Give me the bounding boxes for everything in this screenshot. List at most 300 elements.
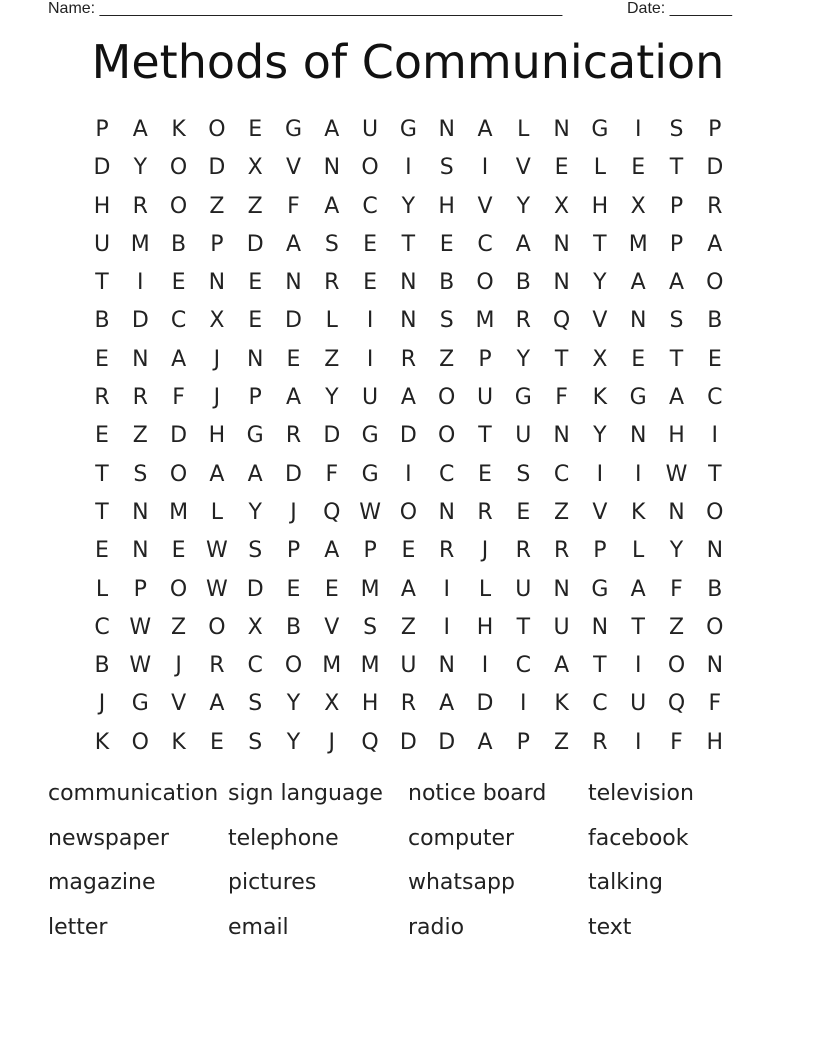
grid-letter: M — [360, 576, 380, 602]
grid-letter: R — [209, 653, 225, 679]
grid-letter: E — [209, 729, 224, 755]
grid-letter: D — [399, 729, 417, 755]
grid-letter: P — [363, 538, 377, 564]
grid-letter: R — [400, 346, 417, 372]
grid-letter: Y — [401, 193, 416, 219]
grid-letter: A — [668, 270, 685, 296]
grid-letter: B — [94, 653, 110, 679]
grid-letter: S — [516, 461, 531, 487]
grid-letter: O — [706, 270, 724, 296]
grid-letter: A — [477, 729, 493, 755]
grid-letter: W — [206, 538, 228, 564]
grid-letter: I — [634, 461, 642, 487]
grid-letter: B — [439, 270, 455, 296]
grid-letter: S — [439, 155, 454, 181]
grid-letter: Z — [132, 423, 148, 449]
grid-letter: A — [439, 691, 455, 717]
grid-letter: G — [361, 423, 379, 449]
grid-letter: Z — [439, 346, 455, 372]
grid-row — [83, 341, 733, 379]
grid-letter: C — [707, 385, 723, 411]
grid-letter: N — [553, 270, 570, 296]
grid-letter: X — [592, 346, 608, 372]
grid-letter: D — [323, 423, 341, 449]
grid-letter: L — [632, 538, 645, 564]
grid-letter: T — [554, 346, 569, 372]
grid-letter: I — [443, 614, 450, 640]
grid-letter: G — [591, 117, 609, 142]
grid-letter: C — [515, 653, 531, 679]
grid-letter: K — [554, 691, 569, 717]
grid-letter: L — [517, 117, 530, 142]
grid-letter: A — [171, 346, 187, 372]
grid-letter: N — [208, 270, 226, 296]
grid-letter: E — [95, 423, 109, 449]
grid-letter: D — [476, 691, 494, 717]
grid-letter: X — [209, 308, 225, 334]
grid-letter: N — [246, 346, 264, 372]
grid-letter: A — [400, 576, 416, 602]
grid-letter: K — [171, 729, 186, 755]
grid-letter: D — [285, 308, 302, 334]
grid-letter: D — [93, 155, 111, 181]
grid-letter: Y — [286, 729, 301, 755]
word-bank-item: whatsapp — [408, 870, 515, 896]
grid-letter: V — [477, 193, 493, 219]
grid-letter: G — [284, 117, 303, 142]
grid-letter: I — [596, 461, 604, 487]
grid-letter: N — [629, 423, 647, 449]
grid-row — [83, 685, 733, 723]
grid-letter: N — [553, 117, 570, 142]
word-bank-item: television — [588, 781, 694, 806]
grid-letter: N — [668, 499, 685, 525]
grid-letter: Z — [400, 614, 416, 640]
grid-letter: M — [360, 653, 380, 679]
grid-letter: O — [438, 423, 456, 449]
grid-letter: B — [285, 614, 302, 640]
grid-letter: F — [172, 385, 185, 411]
grid-letter: T — [669, 155, 684, 181]
grid-letter: C — [170, 308, 187, 334]
grid-row — [83, 724, 733, 762]
grid-letter: T — [95, 499, 109, 525]
header-line — [48, 0, 748, 20]
grid-letter: M — [628, 231, 648, 257]
word-bank-item: computer — [408, 825, 515, 851]
grid-letter: M — [169, 499, 189, 525]
grid-letter: O — [667, 653, 686, 679]
grid-letter: H — [93, 193, 111, 219]
grid-letter: E — [324, 576, 339, 602]
grid-letter: Z — [209, 193, 225, 219]
grid-letter: X — [554, 193, 570, 219]
grid-letter: P — [669, 231, 684, 257]
grid-letter: N — [438, 499, 455, 525]
grid-letter: W — [665, 461, 688, 487]
grid-letter: O — [361, 155, 379, 181]
grid-letter: S — [248, 538, 263, 564]
grid-letter: U — [93, 231, 111, 257]
grid-letter: O — [284, 653, 303, 679]
grid-letter: C — [94, 614, 110, 640]
word-bank-item: facebook — [588, 825, 689, 851]
grid-letter: Z — [668, 614, 685, 640]
grid-letter: J — [481, 538, 489, 564]
grid-letter: N — [400, 308, 417, 334]
grid-letter: M — [475, 308, 495, 334]
grid-letter: R — [94, 385, 110, 411]
grid-letter: I — [405, 461, 412, 487]
grid-letter: Z — [554, 729, 570, 755]
grid-letter: L — [593, 155, 607, 181]
word-bank-item: pictures — [228, 870, 317, 896]
grid-row — [83, 149, 733, 187]
grid-letter: Y — [133, 155, 148, 181]
grid-letter: H — [591, 193, 609, 219]
grid-letter: F — [708, 691, 722, 717]
grid-letter: P — [516, 729, 530, 755]
grid-letter: O — [399, 499, 418, 525]
grid-letter: A — [477, 117, 493, 142]
grid-letter: F — [555, 385, 568, 411]
grid-letter: E — [363, 231, 378, 257]
grid-letter: T — [95, 270, 109, 296]
word-bank-item: email — [228, 915, 289, 941]
grid-letter: A — [400, 385, 416, 411]
grid-letter: E — [248, 270, 263, 296]
grid-letter: U — [630, 691, 647, 717]
grid-letter: I — [634, 729, 642, 755]
grid-letter: P — [708, 117, 722, 142]
grid-letter: Y — [593, 423, 607, 449]
grid-letter: F — [287, 193, 300, 219]
grid-letter: G — [131, 691, 149, 717]
grid-letter: Y — [516, 346, 531, 372]
grid-letter: E — [286, 576, 301, 602]
grid-letter: I — [137, 270, 144, 296]
grid-letter: F — [670, 576, 683, 602]
grid-letter: L — [95, 576, 109, 602]
grid-letter: A — [515, 231, 531, 257]
grid-letter: R — [592, 729, 608, 755]
grid-letter: N — [323, 155, 341, 181]
grid-letter: R — [515, 308, 531, 334]
grid-letter: P — [593, 538, 607, 564]
grid-letter: U — [362, 117, 379, 142]
grid-letter: I — [711, 423, 719, 449]
grid-letter: A — [668, 385, 685, 411]
grid-letter: V — [324, 614, 340, 640]
grid-letter: A — [630, 270, 646, 296]
word-search-grid — [83, 111, 733, 762]
grid-letter: S — [669, 308, 684, 334]
grid-letter: T — [593, 653, 607, 679]
grid-letter: R — [400, 691, 417, 717]
grid-letter: R — [324, 270, 340, 296]
grid-letter: I — [443, 576, 450, 602]
grid-row — [83, 571, 733, 609]
grid-row — [83, 417, 733, 455]
grid-letter: N — [438, 653, 455, 679]
grid-letter: M — [322, 653, 342, 679]
grid-letter: B — [515, 270, 531, 296]
grid-letter: G — [514, 385, 532, 411]
grid-letter: S — [248, 729, 263, 755]
grid-letter: S — [133, 461, 148, 487]
grid-letter: E — [95, 538, 109, 564]
grid-row — [83, 494, 733, 532]
grid-letter: Y — [325, 385, 339, 411]
word-bank-item: talking — [588, 870, 663, 896]
grid-letter: A — [554, 653, 570, 679]
grid-row — [83, 264, 733, 302]
grid-letter: D — [246, 576, 264, 602]
page-title: Methods of Communication — [91, 35, 725, 89]
grid-letter: V — [592, 308, 608, 334]
grid-letter: L — [210, 499, 224, 525]
grid-letter: O — [131, 729, 149, 755]
grid-letter: D — [285, 461, 302, 487]
grid-letter: C — [477, 231, 493, 257]
grid-letter: R — [132, 193, 148, 219]
grid-letter: P — [478, 346, 492, 372]
grid-letter: N — [553, 423, 570, 449]
grid-row — [83, 647, 733, 685]
grid-letter: E — [171, 538, 186, 564]
grid-letter: C — [553, 461, 570, 487]
grid-letter: L — [325, 308, 338, 334]
grid-row — [83, 111, 733, 149]
grid-letter: S — [248, 691, 263, 717]
grid-letter: E — [478, 461, 492, 487]
grid-letter: W — [129, 653, 152, 679]
grid-letter: Z — [171, 614, 187, 640]
grid-letter: A — [285, 231, 302, 257]
grid-letter: N — [132, 499, 149, 525]
grid-letter: O — [706, 614, 724, 640]
grid-row — [83, 456, 733, 494]
grid-letter: O — [208, 614, 226, 640]
word-bank-item: newspaper — [48, 825, 169, 851]
grid-letter: I — [366, 346, 374, 372]
grid-letter: U — [553, 614, 570, 640]
grid-letter: K — [171, 117, 186, 142]
grid-letter: T — [631, 614, 645, 640]
grid-letter: G — [591, 576, 609, 602]
grid-letter: N — [629, 308, 647, 334]
grid-letter: H — [668, 423, 685, 449]
word-bank-item: magazine — [48, 870, 156, 896]
grid-letter: N — [132, 538, 149, 564]
grid-letter: W — [359, 499, 381, 525]
grid-letter: J — [290, 499, 297, 525]
word-bank-item: notice board — [408, 781, 547, 806]
name-field: Name: ____________________________________________________ — [48, 0, 563, 17]
grid-letter: M — [130, 231, 150, 257]
grid-letter: E — [95, 346, 109, 372]
grid-letter: E — [707, 346, 722, 372]
grid-letter: C — [439, 461, 455, 487]
grid-letter: U — [476, 385, 494, 411]
grid-letter: N — [132, 346, 149, 372]
grid-letter: S — [669, 117, 684, 142]
grid-letter: X — [247, 155, 263, 181]
grid-letter: Z — [554, 499, 570, 525]
grid-letter: X — [630, 193, 646, 219]
grid-letter: Q — [552, 308, 571, 334]
grid-letter: H — [706, 729, 724, 755]
grid-letter: A — [285, 385, 302, 411]
grid-letter: Y — [286, 691, 301, 717]
grid-letter: E — [631, 155, 646, 181]
grid-letter: R — [515, 538, 531, 564]
grid-letter: I — [520, 691, 527, 717]
grid-row — [83, 302, 733, 340]
grid-letter: L — [478, 576, 492, 602]
grid-letter: J — [328, 729, 336, 755]
grid-letter: W — [206, 576, 228, 602]
word-bank-item: telephone — [228, 825, 339, 851]
grid-letter: F — [670, 729, 683, 755]
grid-letter: J — [175, 653, 182, 679]
grid-letter: R — [477, 499, 493, 525]
grid-letter: D — [208, 155, 226, 181]
grid-letter: D — [706, 155, 724, 181]
grid-letter: Y — [669, 538, 684, 564]
grid-letter: D — [438, 729, 456, 755]
grid-letter: G — [399, 117, 417, 142]
grid-letter: Q — [361, 729, 379, 755]
grid-letter: N — [553, 231, 570, 257]
grid-letter: K — [630, 499, 646, 525]
grid-row — [83, 609, 733, 647]
grid-letter: A — [324, 538, 340, 564]
grid-letter: H — [208, 423, 226, 449]
grid-letter: X — [324, 691, 340, 717]
grid-letter: A — [247, 461, 263, 487]
grid-letter: D — [131, 308, 149, 334]
grid-letter: O — [208, 117, 226, 142]
grid-letter: E — [401, 538, 416, 564]
grid-letter: I — [481, 155, 489, 181]
grid-letter: N — [400, 270, 417, 296]
grid-letter: S — [324, 231, 339, 257]
grid-letter: O — [476, 270, 494, 296]
grid-letter: N — [706, 653, 724, 679]
grid-letter: E — [248, 117, 263, 142]
grid-letter: E — [516, 499, 531, 525]
grid-letter: T — [95, 461, 109, 487]
word-bank-item: letter — [48, 915, 108, 941]
grid-letter: O — [169, 461, 188, 487]
grid-letter: T — [401, 231, 416, 257]
grid-letter: G — [361, 461, 379, 487]
grid-letter: O — [169, 576, 188, 602]
grid-letter: C — [247, 653, 263, 679]
grid-letter: N — [706, 538, 724, 564]
grid-letter: N — [438, 117, 455, 142]
grid-letter: P — [210, 231, 224, 257]
grid-letter: U — [515, 423, 532, 449]
grid-letter: R — [439, 538, 455, 564]
grid-letter: G — [246, 423, 264, 449]
grid-letter: R — [285, 423, 302, 449]
grid-letter: I — [634, 653, 642, 679]
grid-letter: U — [400, 653, 417, 679]
grid-letter: P — [133, 576, 147, 602]
grid-letter: O — [169, 193, 188, 219]
grid-letter: U — [362, 385, 379, 411]
grid-letter: R — [132, 385, 148, 411]
grid-letter: B — [707, 576, 723, 602]
grid-letter: P — [669, 193, 684, 219]
grid-letter: H — [361, 691, 379, 717]
grid-letter: E — [363, 270, 378, 296]
grid-letter: P — [248, 385, 262, 411]
grid-letter: A — [132, 117, 148, 142]
grid-letter: G — [629, 385, 647, 411]
grid-row — [83, 188, 733, 226]
grid-letter: J — [213, 385, 221, 411]
grid-letter: K — [592, 385, 608, 411]
grid-row — [83, 379, 733, 417]
grid-letter: B — [171, 231, 187, 257]
grid-letter: O — [169, 155, 188, 181]
grid-letter: T — [593, 231, 607, 257]
date-field: Date: _______ — [627, 0, 732, 17]
grid-letter: O — [438, 385, 456, 411]
grid-letter: K — [94, 729, 110, 755]
grid-letter: O — [706, 499, 724, 525]
grid-letter: E — [554, 155, 569, 181]
word-bank-item: text — [588, 915, 632, 941]
grid-letter: R — [553, 538, 570, 564]
word-bank-item: radio — [408, 915, 465, 941]
grid-letter: D — [246, 231, 264, 257]
grid-letter: S — [439, 308, 454, 334]
grid-letter: Q — [323, 499, 341, 525]
grid-letter: F — [325, 461, 339, 487]
grid-letter: S — [363, 614, 378, 640]
grid-letter: A — [324, 193, 340, 219]
word-bank-item: sign language — [228, 781, 383, 806]
grid-letter: I — [366, 308, 374, 334]
grid-letter: Z — [324, 346, 340, 372]
grid-letter: C — [362, 193, 378, 219]
grid-letter: Y — [593, 270, 607, 296]
grid-letter: T — [669, 346, 684, 372]
grid-letter: B — [707, 308, 723, 334]
grid-letter: J — [98, 691, 106, 717]
grid-letter: A — [630, 576, 646, 602]
grid-letter: N — [553, 576, 570, 602]
grid-letter: A — [707, 231, 723, 257]
grid-letter: D — [170, 423, 188, 449]
grid-letter: P — [95, 117, 109, 142]
grid-letter: X — [247, 614, 263, 640]
grid-letter: Y — [248, 499, 262, 525]
grid-letter: A — [209, 461, 225, 487]
grid-letter: I — [405, 155, 412, 181]
grid-letter: C — [592, 691, 608, 717]
grid-letter: V — [171, 691, 187, 717]
word-bank-item: communication — [48, 781, 219, 806]
grid-letter: Y — [516, 193, 531, 219]
grid-letter: W — [129, 614, 152, 640]
grid-letter: E — [248, 308, 263, 334]
grid-letter: A — [209, 691, 225, 717]
